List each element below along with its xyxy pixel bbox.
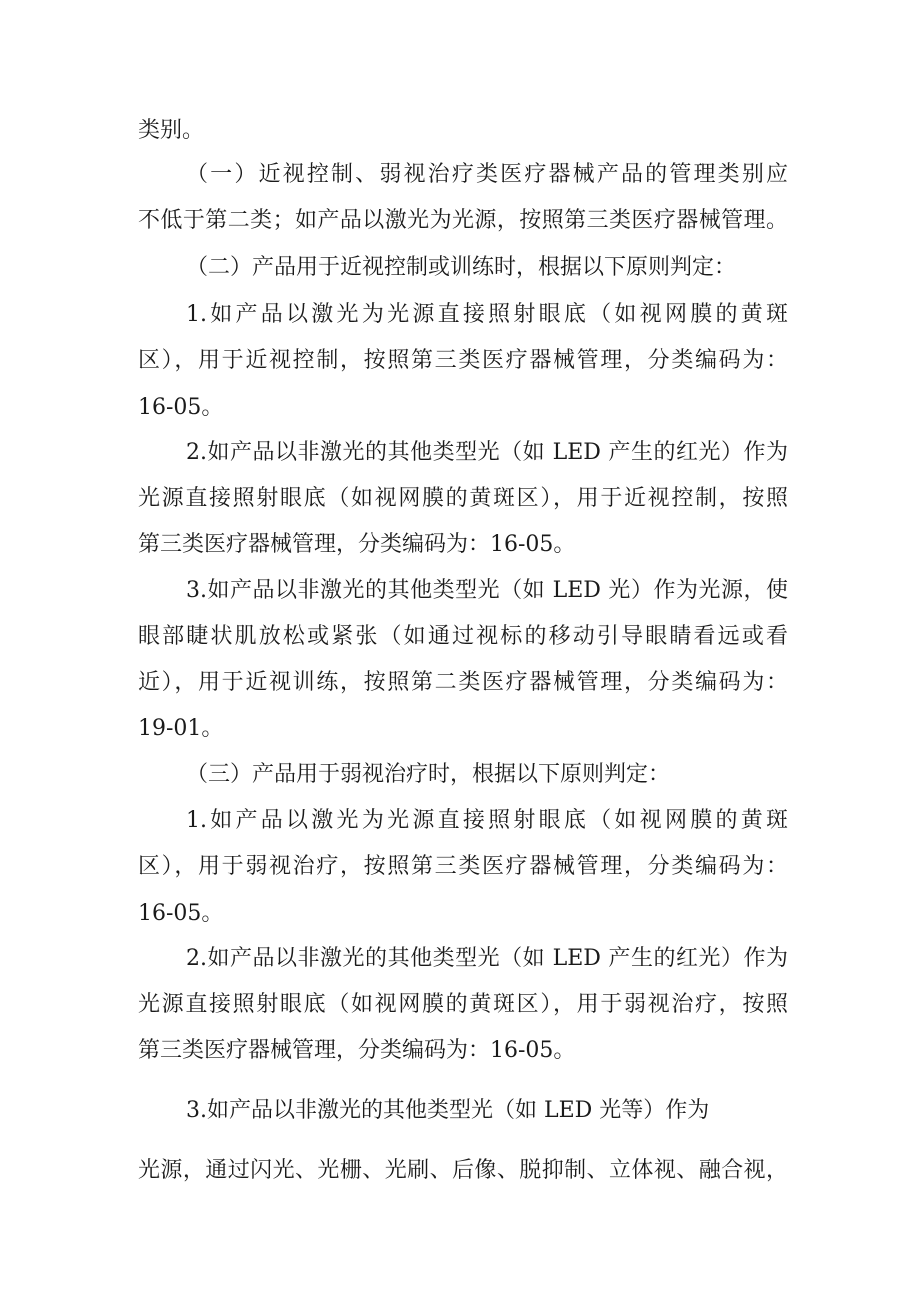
section-1-line-2: 不低于第二类；如产品以激光为光源，按照第三类医疗器械管理。	[138, 208, 788, 233]
item-2-2-line-2: 光源直接照射眼底（如视网膜的黄斑区），用于近视控制，按照	[138, 486, 788, 511]
item-3-2-line-3: 第三类医疗器械管理，分类编码为：16-05。	[138, 1038, 576, 1063]
item-2-1-line-1: 1.如产品以激光为光源直接照射眼底（如视网膜的黄斑	[186, 302, 788, 327]
item-3-1-line-1: 1.如产品以激光为光源直接照射眼底（如视网膜的黄斑	[186, 808, 788, 833]
item-3-1-line-2: 区），用于弱视治疗，按照第三类医疗器械管理，分类编码为：	[138, 854, 788, 879]
item-3-2-line-1: 2.如产品以非激光的其他类型光（如 LED 产生的红光）作为	[186, 946, 788, 971]
item-2-3-line-1: 3.如产品以非激光的其他类型光（如 LED 光）作为光源，使	[186, 578, 788, 603]
item-3-2-line-2: 光源直接照射眼底（如视网膜的黄斑区），用于弱视治疗，按照	[138, 992, 788, 1017]
section-3-heading: （三）产品用于弱视治疗时，根据以下原则判定：	[186, 762, 671, 787]
item-2-1-line-2: 区），用于近视控制，按照第三类医疗器械管理，分类编码为：	[138, 348, 788, 373]
item-3-3-line-1: 3.如产品以非激光的其他类型光（如 LED 光等）作为	[186, 1098, 710, 1123]
item-2-1-line-3: 16-05。	[138, 395, 224, 420]
item-3-1-line-3: 16-05。	[138, 901, 224, 926]
text-line-1: 类别。	[138, 118, 205, 143]
item-2-2-line-1: 2.如产品以非激光的其他类型光（如 LED 产生的红光）作为	[186, 440, 788, 465]
item-2-3-line-4: 19-01。	[138, 716, 224, 741]
item-2-2-line-3: 第三类医疗器械管理，分类编码为：16-05。	[138, 532, 576, 557]
item-3-3-line-2: 光源，通过闪光、光栅、光刷、后像、脱抑制、立体视、融合视，	[138, 1158, 788, 1183]
section-1-heading-line: （一）近视控制、弱视治疗类医疗器械产品的管理类别应	[186, 162, 788, 187]
item-2-3-line-2: 眼部睫状肌放松或紧张（如通过视标的移动引导眼睛看远或看	[138, 624, 788, 649]
item-2-3-line-3: 近），用于近视训练，按照第二类医疗器械管理，分类编码为：	[138, 670, 788, 695]
section-2-heading: （二）产品用于近视控制或训练时，根据以下原则判定：	[186, 255, 737, 280]
